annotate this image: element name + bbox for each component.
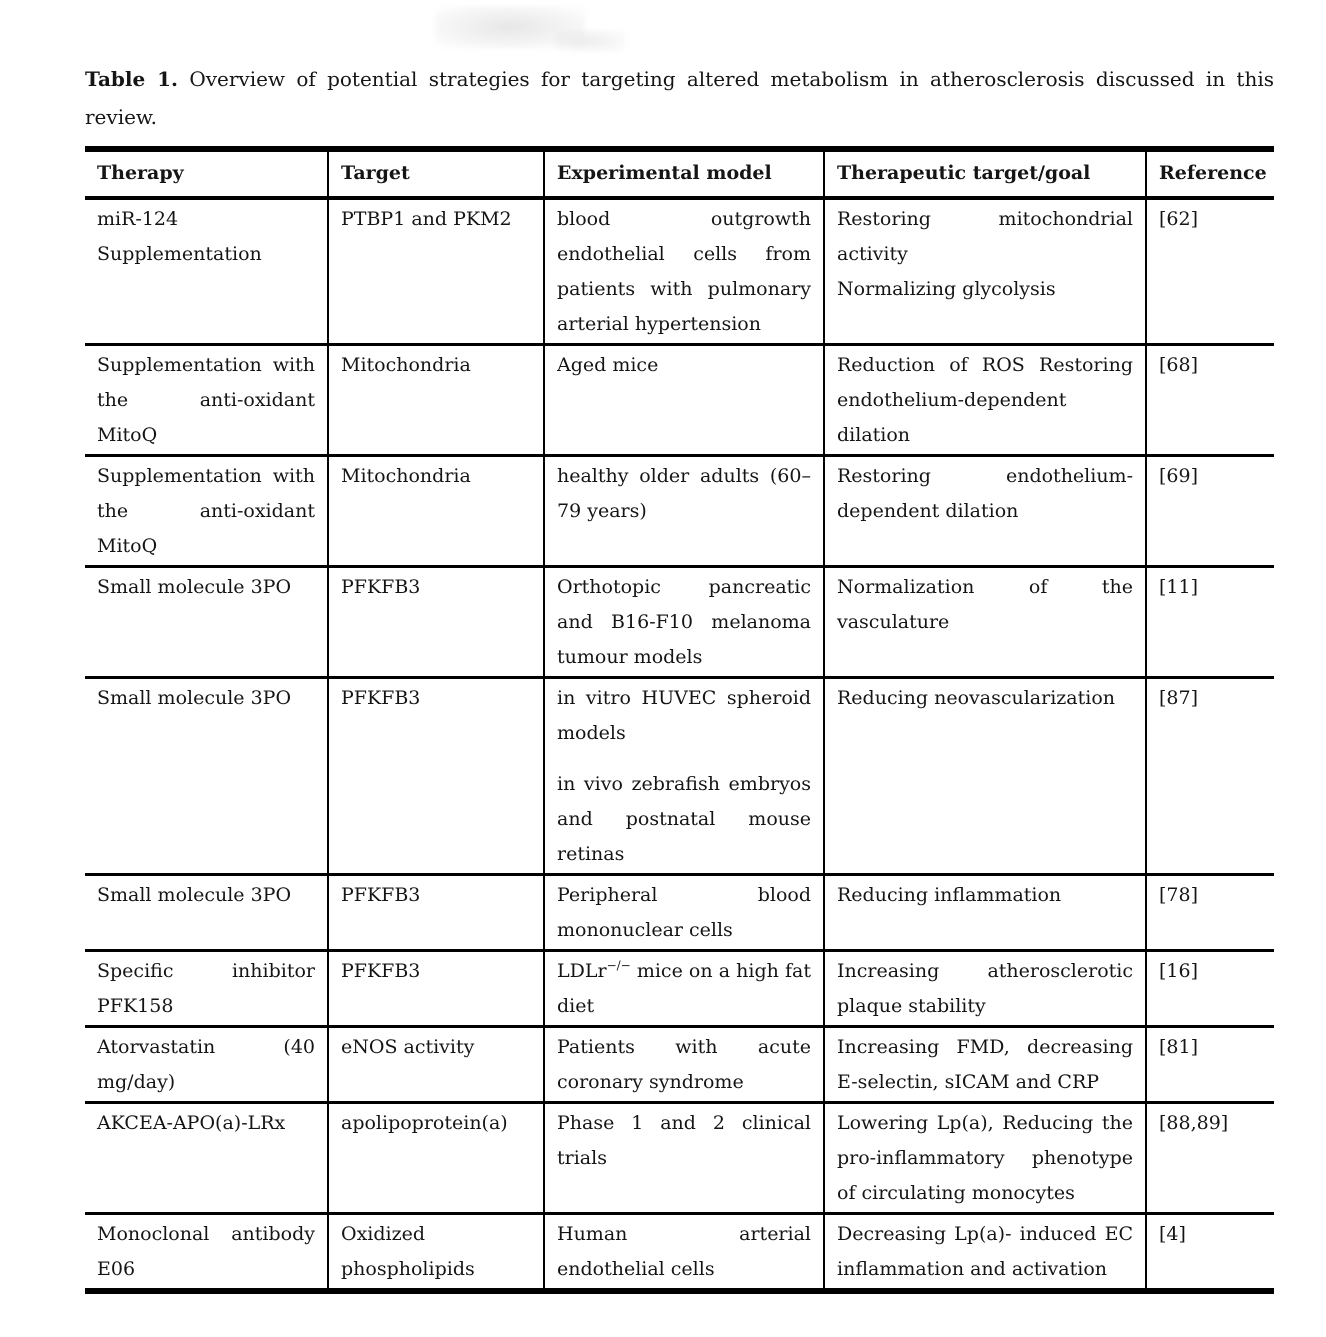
cell-reference: [68] <box>1146 345 1274 456</box>
table-row <box>85 1103 1274 1214</box>
cell-goal: Restoring mitochondrial activity Normalizing glycolysis <box>824 198 1146 345</box>
table-caption-text: Overview of potential strategies for targeting altered metabolism in atherosclerosis discussed in this review. <box>85 67 1274 129</box>
column-header-reference: Reference <box>1146 149 1274 198</box>
cell-model: healthy older adults (60–79 years) <box>544 456 824 567</box>
cell-model: Phase 1 and 2 clinical trials <box>544 1103 824 1214</box>
cell-reference: [87] <box>1146 678 1274 875</box>
cell-therapy: Atorvastatin (40 mg/day) <box>85 1027 328 1103</box>
strategies-table <box>85 146 1274 1294</box>
model-superscript: −/− <box>606 958 631 973</box>
cell-target: PFKFB3 <box>328 951 544 1027</box>
column-header-therapeutic-target-goal: Therapeutic target/goal <box>824 149 1146 198</box>
cell-model: in vitro HUVEC spheroid models in vivo zebrafish embryos and postnatal mouse retinas <box>544 678 824 875</box>
cell-model: Human arterial endothelial cells <box>544 1214 824 1292</box>
table-row <box>85 875 1274 951</box>
cell-target: PTBP1 and PKM2 <box>328 198 544 345</box>
table-row <box>85 456 1274 567</box>
table-caption-label: Table 1. <box>85 67 179 91</box>
document-page <box>85 60 1274 1294</box>
scan-artifact <box>555 30 625 52</box>
cell-reference: [62] <box>1146 198 1274 345</box>
cell-reference: [11] <box>1146 567 1274 678</box>
cell-goal: Decreasing Lp(a)- induced EC inflammation and activation <box>824 1214 1146 1292</box>
cell-target: PFKFB3 <box>328 567 544 678</box>
table-row <box>85 1214 1274 1292</box>
cell-target: Mitochondria <box>328 345 544 456</box>
model-text: LDLr <box>557 960 607 982</box>
cell-target: apolipoprotein(a) <box>328 1103 544 1214</box>
table-row <box>85 198 1274 345</box>
cell-therapy: Monoclonal antibody E06 <box>85 1214 328 1292</box>
cell-reference: [69] <box>1146 456 1274 567</box>
cell-target: eNOS activity <box>328 1027 544 1103</box>
cell-model: Aged mice <box>544 345 824 456</box>
cell-model: blood outgrowth endothelial cells from patients with pulmonary arterial hypertension <box>544 198 824 345</box>
cell-therapy: AKCEA-APO(a)-LRx <box>85 1103 328 1214</box>
cell-goal: Increasing FMD, decreasing E-selectin, sICAM and CRP <box>824 1027 1146 1103</box>
cell-therapy: miR-124 Supplementation <box>85 198 328 345</box>
cell-goal: Reducing neovascularization <box>824 678 1146 875</box>
column-header-experimental-model: Experimental model <box>544 149 824 198</box>
cell-model: Peripheral blood mononuclear cells <box>544 875 824 951</box>
cell-target: PFKFB3 <box>328 678 544 875</box>
cell-target: Oxidized phospholipids <box>328 1214 544 1292</box>
cell-goal: Increasing atherosclerotic plaque stability <box>824 951 1146 1027</box>
table-row <box>85 678 1274 875</box>
cell-goal: Reduction of ROS Restoring endothelium-dependent dilation <box>824 345 1146 456</box>
cell-goal: Restoring endothelium-dependent dilation <box>824 456 1146 567</box>
cell-reference: [4] <box>1146 1214 1274 1292</box>
column-header-therapy: Therapy <box>85 149 328 198</box>
table-row <box>85 567 1274 678</box>
cell-reference: [78] <box>1146 875 1274 951</box>
cell-model <box>544 951 824 1027</box>
cell-goal: Normalization of the vasculature <box>824 567 1146 678</box>
model-text: mice on a high fat diet <box>557 960 811 1017</box>
cell-model: Patients with acute coronary syndrome <box>544 1027 824 1103</box>
cell-reference: [16] <box>1146 951 1274 1027</box>
cell-therapy: Small molecule 3PO <box>85 567 328 678</box>
cell-target: Mitochondria <box>328 456 544 567</box>
cell-model: Orthotopic pancreatic and B16-F10 melanoma tumour models <box>544 567 824 678</box>
cell-reference: [81] <box>1146 1027 1274 1103</box>
table-row <box>85 1027 1274 1103</box>
table-row <box>85 345 1274 456</box>
header-row <box>85 149 1274 198</box>
cell-goal: Lowering Lp(a), Reducing the pro-inflammatory phenotype of circulating monocytes <box>824 1103 1146 1214</box>
cell-target: PFKFB3 <box>328 875 544 951</box>
column-header-target: Target <box>328 149 544 198</box>
cell-reference: [88,89] <box>1146 1103 1274 1214</box>
cell-therapy: Specific inhibitor PFK158 <box>85 951 328 1027</box>
table-row <box>85 951 1274 1027</box>
cell-therapy: Supplementation with the anti-oxidant MitoQ <box>85 456 328 567</box>
cell-therapy: Supplementation with the anti-oxidant MitoQ <box>85 345 328 456</box>
cell-therapy: Small molecule 3PO <box>85 875 328 951</box>
table-caption <box>85 60 1274 136</box>
cell-therapy: Small molecule 3PO <box>85 678 328 875</box>
cell-goal: Reducing inflammation <box>824 875 1146 951</box>
